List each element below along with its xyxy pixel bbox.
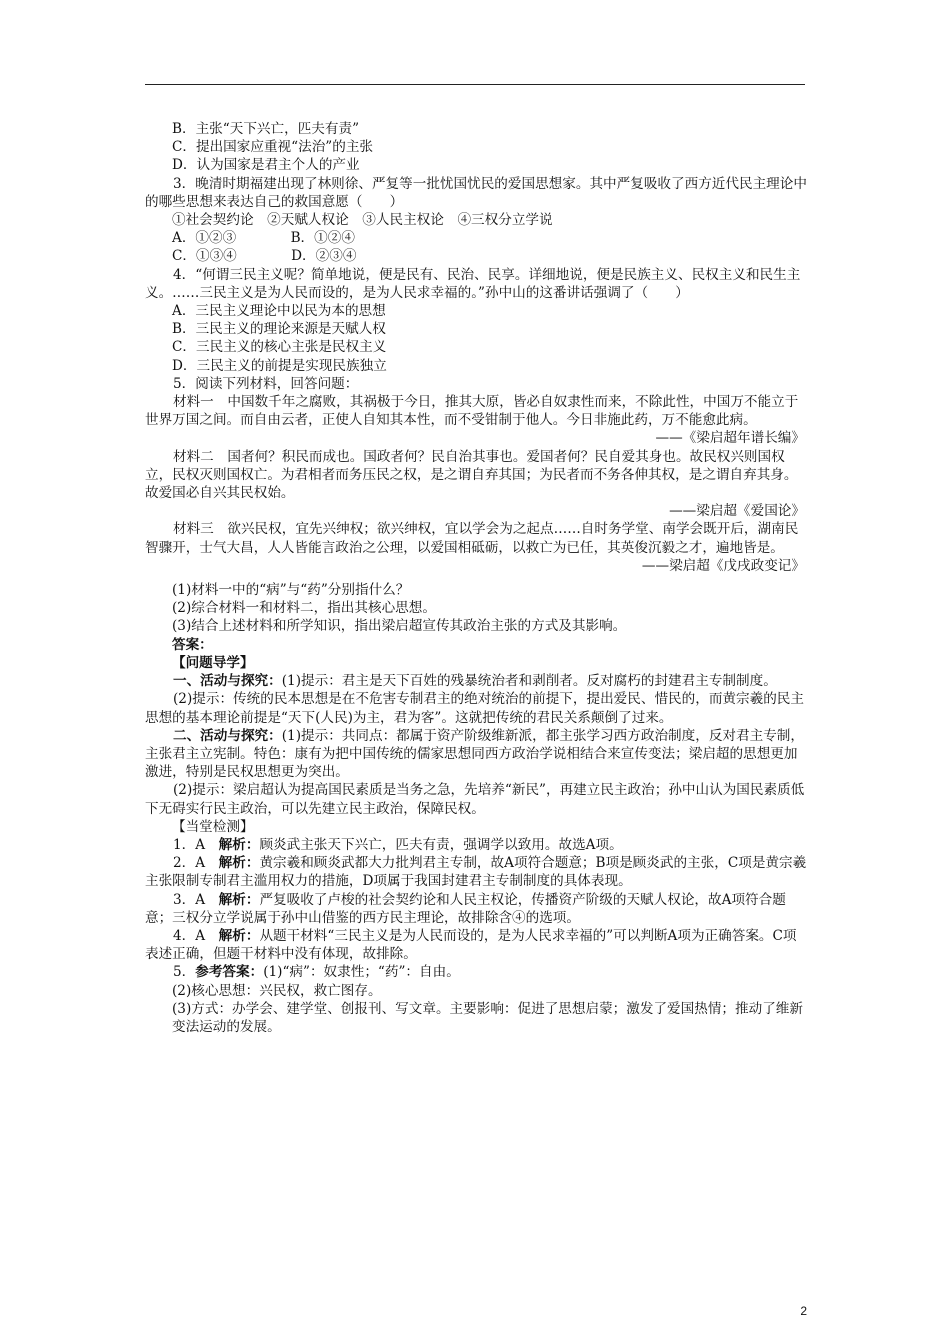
activity-1-label: 一、活动与探究： <box>173 673 282 690</box>
check-3-number: 3．A <box>173 891 219 908</box>
check-5-label: 参考答案： <box>195 964 264 981</box>
q4-option-a: A．三民主义理论中以民为本的思想 <box>172 303 386 320</box>
check-4-text: 从题干材料“三民主义是为人民而设的，是为人民求幸福的”可以判断A项为正确答案。C项表述正确，但题干材料中没有体现，故排除。 <box>145 927 797 963</box>
guide-heading: 【问题导学】 <box>172 654 254 671</box>
check-answer-5-part-2: (2)核心思想：兴民权，救亡图存。 <box>172 982 382 999</box>
page-number: 2 <box>800 1304 807 1318</box>
check-answer-5 <box>145 963 807 981</box>
q5-material-1-source: ——《梁启超年谱长编》 <box>655 430 805 447</box>
check-3-text: 严复吸收了卢梭的社会契约论和人民主权论，传播资产阶级的天赋人权论，故A项符合题意；三权分立学说属于孙中山借鉴的西方民主理论，故排除含④的选项。 <box>145 891 786 926</box>
q4-stem: 4．“何谓三民主义呢？简单地说，便是民有、民治、民享。详细地说，便是民族主义、民权主义和民生主义。……三民主义是为人民而设的，是为人民求幸福的。”孙中山的这番讲话强调了（ ） <box>145 266 801 301</box>
q4-option-c: C．三民主义的核心主张是民权主义 <box>172 339 387 356</box>
answer-activity-2 <box>145 727 807 782</box>
q5-stem: 5．阅读下列材料，回答问题： <box>173 375 359 392</box>
activity-1-text: (1)提示：君主是天下百姓的残暴统治者和剥削者。反对腐朽的封建君主专制制度。 <box>281 673 777 690</box>
check-answer-5-part-3: (3)方式：办学会、建学堂、创报刊、写文章。主要影响：促进了思想启蒙；激发了爱国热情；推动了维新变法运动的发展。 <box>172 1000 803 1035</box>
check-2-number: 2．A <box>173 855 219 872</box>
check-heading: 【当堂检测】 <box>172 818 254 835</box>
check-answer-1 <box>145 836 807 854</box>
check-answer-2 <box>145 854 807 890</box>
q5-material-1: 材料一 中国数千年之腐败，其祸极于今日，推其大原，皆必自奴隶性而来，不除此性，中国万不能立于世界万国之间。而自由云者，正使人自知其本性，而不受钳制于他人。今日非施此药，万不能愈此病。 <box>145 394 799 429</box>
q3-options-row2: C．①③④ D．②③④ <box>172 248 357 265</box>
q2-option-d: D．认为国家是君主个人的产业 <box>172 157 360 174</box>
activity-2-text: (1)提示：共同点：都属于资产阶级维新派，都主张学习西方政治制度，反对君主专制，主张君主立宪制。特色：康有为把中国传统的儒家思想同西方政治学说相结合来宣传变法；梁启超的思想更加激进，特别是民权思想更为突出。 <box>145 727 804 781</box>
answer-activity-2-part-2: (2)提示：梁启超认为提高国民素质是当务之急，先培养“新民”，再建立民主政治；孙中山认为国民素质低下无碍实行民主政治，可以先建立民主政治，保障民权。 <box>145 782 805 817</box>
q4-option-b: B．三民主义的理论来源是天赋人权 <box>172 321 386 338</box>
check-1-number: 1．A <box>173 836 219 853</box>
q5-subquestion-3: (3)结合上述材料和所学知识，指出梁启超宣传其政治主张的方式及其影响。 <box>172 618 627 635</box>
q5-material-3-source: ——梁启超《戊戌政变记》 <box>641 557 805 574</box>
q5-material-2: 材料二 国者何？积民而成也。国政者何？民自治其事也。爱国者何？民自爱其身也。故民权兴则国权立，民权灭则国权亡。为君相者而务压民之权，是之谓自弃其国；为民者而不务各伸其权，是之谓自弃其身。故爱国必自兴其民权始。 <box>145 448 798 502</box>
q2-option-c: C．提出国家应重视“法治”的主张 <box>172 139 374 156</box>
q5-material-3: 材料三 欲兴民权，宜先兴绅权；欲兴绅权，宜以学会为之起点……自时务学堂、南学会既开后，湖南民智骤开，士气大昌，人人皆能言政治之公理，以爱国相砥砺，以救亡为已任，其英俊沉毅之才，遍地皆是。 <box>145 521 799 556</box>
activity-2-label: 二、活动与探究： <box>173 727 282 744</box>
answer-activity-1-part-2: (2)提示：传统的民本思想是在不危害专制君主的绝对统治的前提下，提出爱民、惜民的，而黄宗羲的民主思想的基本理论前提是“天下(人民)为主，君为客”。这就把传统的君民关系颠倒了过来。 <box>145 691 804 726</box>
q5-subquestion-1: (1)材料一中的“病”与“药”分别指什么？ <box>172 582 410 599</box>
check-2-text: 黄宗羲和顾炎武都大力批判君主专制，故A项符合题意；B项是顾炎武的主张，C项是黄宗羲主张限制专制君主滥用权力的措施，D项属于我国封建君主专制制度的具体表现。 <box>145 855 807 890</box>
check-2-label: 解析： <box>218 855 260 872</box>
q5-subquestion-2: (2)综合材料一和材料二，指出其核心思想。 <box>172 600 436 617</box>
check-1-label: 解析： <box>218 836 260 853</box>
document-body <box>145 120 807 1036</box>
q3-stem: 3．晚清时期福建出现了林则徐、严复等一批忧国忧民的爱国思想家。其中严复吸收了西方近代民主理论中的哪些思想来表达自己的救国意愿（ ） <box>145 175 807 210</box>
header-rule <box>145 84 805 85</box>
answer-activity-1 <box>145 672 807 690</box>
q3-options-row1: A．①②③ B．①②④ <box>172 230 355 247</box>
check-5-text: (1)“病”：奴隶性；“药”：自由。 <box>263 964 460 981</box>
check-answer-4 <box>145 927 807 963</box>
check-answer-3 <box>145 891 807 927</box>
answers-title: 答案： <box>172 636 213 653</box>
check-3-label: 解析： <box>218 891 260 908</box>
check-5-number: 5． <box>173 964 196 981</box>
q2-option-b: B．主张“天下兴亡，匹夫有责” <box>172 121 360 137</box>
check-4-number: 4．A <box>173 927 219 944</box>
q5-material-2-source: ——梁启超《爱国论》 <box>669 503 805 520</box>
check-1-text: 顾炎武主张天下兴亡，匹夫有责，强调学以致用。故选A项。 <box>259 836 623 853</box>
check-4-label: 解析： <box>218 927 260 944</box>
q4-option-d: D．三民主义的前提是实现民族独立 <box>172 357 387 374</box>
q3-items: ①社会契约论 ②天赋人权论 ③人民主权论 ④三权分立学说 <box>172 212 553 229</box>
